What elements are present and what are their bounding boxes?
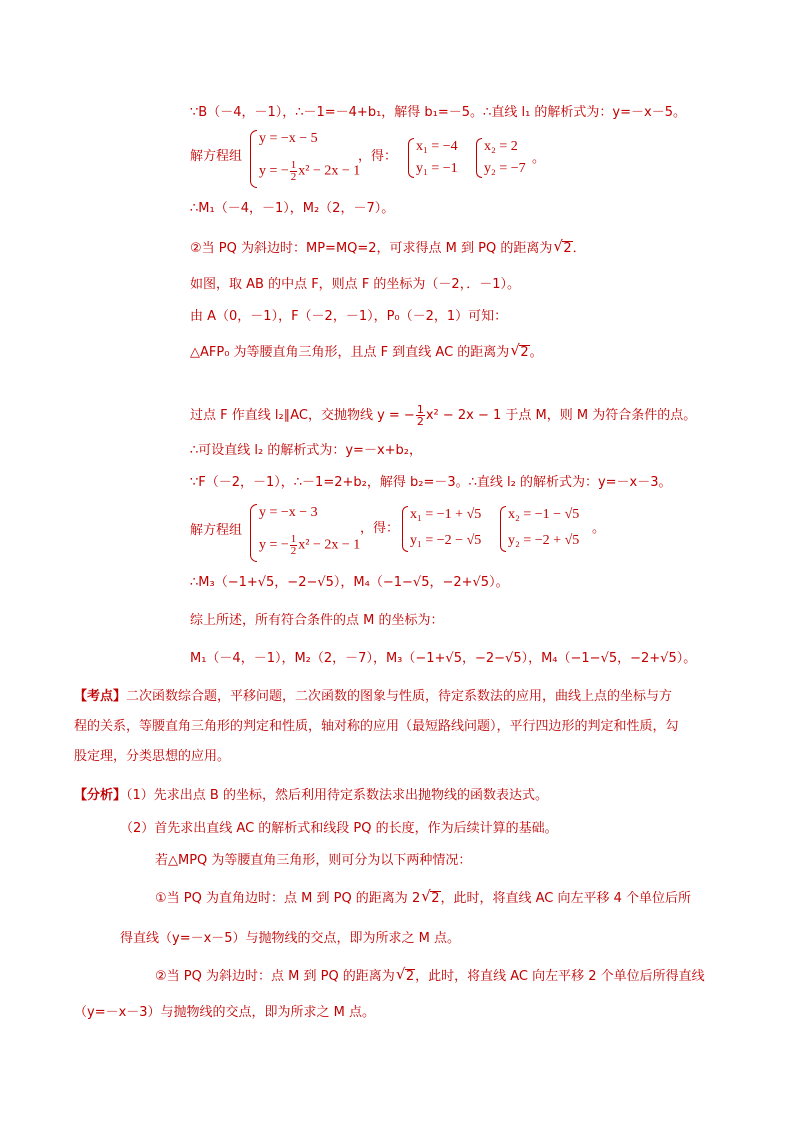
line-draw-l2: 过点 F 作直线 l₂∥AC，交抛物线 y = − $\frac{1}{2}$ x² − 2x − 1 于点 M，则 M 为符合条件的点。 xyxy=(190,403,697,428)
solution2a-y: y₁ = −2 − √5 xyxy=(410,533,482,548)
solution2a-brace xyxy=(402,506,408,552)
system2-end: 。 xyxy=(592,521,606,536)
line-case2-hypotenuse: ②当 PQ 为斜边时：MP=MQ=2，可求得点 M 到 PQ 的距离为√ 2． xyxy=(190,240,586,258)
fenxi-tag: 【分析】 xyxy=(74,788,127,803)
solution1a-y: y₁ = −1 xyxy=(416,161,458,176)
fenxi-line5: 得直线（y=－x－5）与抛物线的交点，即为所求之 M 点。 xyxy=(120,931,461,946)
system1-end: 。 xyxy=(532,151,546,166)
system1-eq1: y = −x − 5 xyxy=(259,131,318,146)
system1-brace xyxy=(250,130,257,188)
system1-result-label: ，得： xyxy=(358,149,398,164)
solution1a-x: x₁ = −4 xyxy=(416,139,458,154)
line-f-coordinate: ∵F（－2，－1），∴－1=2+b₂，解得 b₂=－3。∴直线 l₂ 的解析式为：y=－x－3。 xyxy=(190,475,672,490)
solution1b-y: y₂ = −7 xyxy=(484,161,526,176)
system2-brace xyxy=(250,504,257,562)
solution1a-brace xyxy=(408,138,414,178)
solution2b-x: x₂ = −1 − √5 xyxy=(508,507,580,522)
kaodian-line3: 股定理，分类思想的应用。 xyxy=(74,749,231,764)
fenxi-line1: 【分析】（1）先求出点 B 的坐标，然后利用待定系数法求出抛物线的函数表达式。 xyxy=(74,788,548,803)
solution1b-brace xyxy=(476,138,482,178)
system2-result-label: ，得： xyxy=(360,521,400,536)
line-m1-m2: ∴M₁（－4，－1），M₂（2，－7）。 xyxy=(190,201,395,216)
kaodian-line2: 程的关系，等腰直角三角形的判定和性质，轴对称的应用（最短路线问题），平行四边形的判定和性质，勾 xyxy=(74,719,679,734)
solution2b-y: y₂ = −2 + √5 xyxy=(508,533,580,548)
line-b-coordinate: ∵B（－4，－1），∴－1=－4+b₁，解得 b₁=－5。∴直线 l₁ 的解析式为：y=－x－5。 xyxy=(190,105,686,120)
kaodian-tag: 【考点】 xyxy=(74,689,127,704)
line-isosceles-triangle: △AFP₀ 为等腰直角三角形，且点 F 到直线 AC 的距离为√ 2。 xyxy=(190,344,543,362)
line-m3-m4: ∴M₃（−1+√5，−2−√5），M₄（−1−√5，−2+√5）。 xyxy=(190,575,509,590)
fenxi-line3: 若△MPQ 为等腰直角三角形，则可分为以下两种情况： xyxy=(155,853,472,868)
solution2b-brace xyxy=(500,506,506,552)
fenxi-line7: （y=－x－3）与抛物线的交点，即为所求之 M 点。 xyxy=(74,1005,376,1020)
fenxi-line2: （2）首先求出直线 AC 的解析式和线段 PQ 的长度，作为后续计算的基础。 xyxy=(120,821,558,836)
solution1b-x: x₂ = 2 xyxy=(484,139,518,154)
line-l2-form: ∴可设直线 l₂ 的解析式为：y=－x+b₂， xyxy=(190,443,422,458)
line-midpoint-f: 如图，取 AB 的中点 F，则点 F 的坐标为（－2，．－1）。 xyxy=(190,277,520,292)
line-summary: 综上所述，所有符合条件的点 M 的坐标为： xyxy=(190,613,444,628)
system1-eq2: y = − $\frac{1}{2}$ x² − 2x − 1 xyxy=(259,159,361,183)
line-points-known: 由 A（0，－1），F（－2，－1），P₀（－2，1）可知： xyxy=(190,309,508,324)
system2-eq1: y = −x − 3 xyxy=(259,505,318,520)
line-all-points: M₁（－4，－1），M₂（2，－7），M₃（−1+√5，−2−√5），M₄（−1−√5，−2+√5）。 xyxy=(190,651,697,666)
system2-eq2: y = − $\frac{1}{2}$ x² − 2x − 1 xyxy=(259,533,361,557)
system2-label: 解方程组 xyxy=(190,523,243,538)
system1-label: 解方程组 xyxy=(190,149,243,164)
fenxi-line4: ①当 PQ 为直角边时：点 M 到 PQ 的距离为 2√ 2，此时，将直线 AC 向左平移 4 个单位后所 xyxy=(155,890,691,908)
kaodian-line1: 【考点】二次函数综合题，平移问题，二次函数的图象与性质，待定系数法的应用，曲线上点的坐标与方 xyxy=(74,689,673,704)
solution2a-x: x₁ = −1 + √5 xyxy=(410,507,482,522)
fenxi-line6: ②当 PQ 为斜边时：点 M 到 PQ 的距离为√ 2，此时，将直线 AC 向左平移 2 个单位后所得直线 xyxy=(155,968,705,986)
